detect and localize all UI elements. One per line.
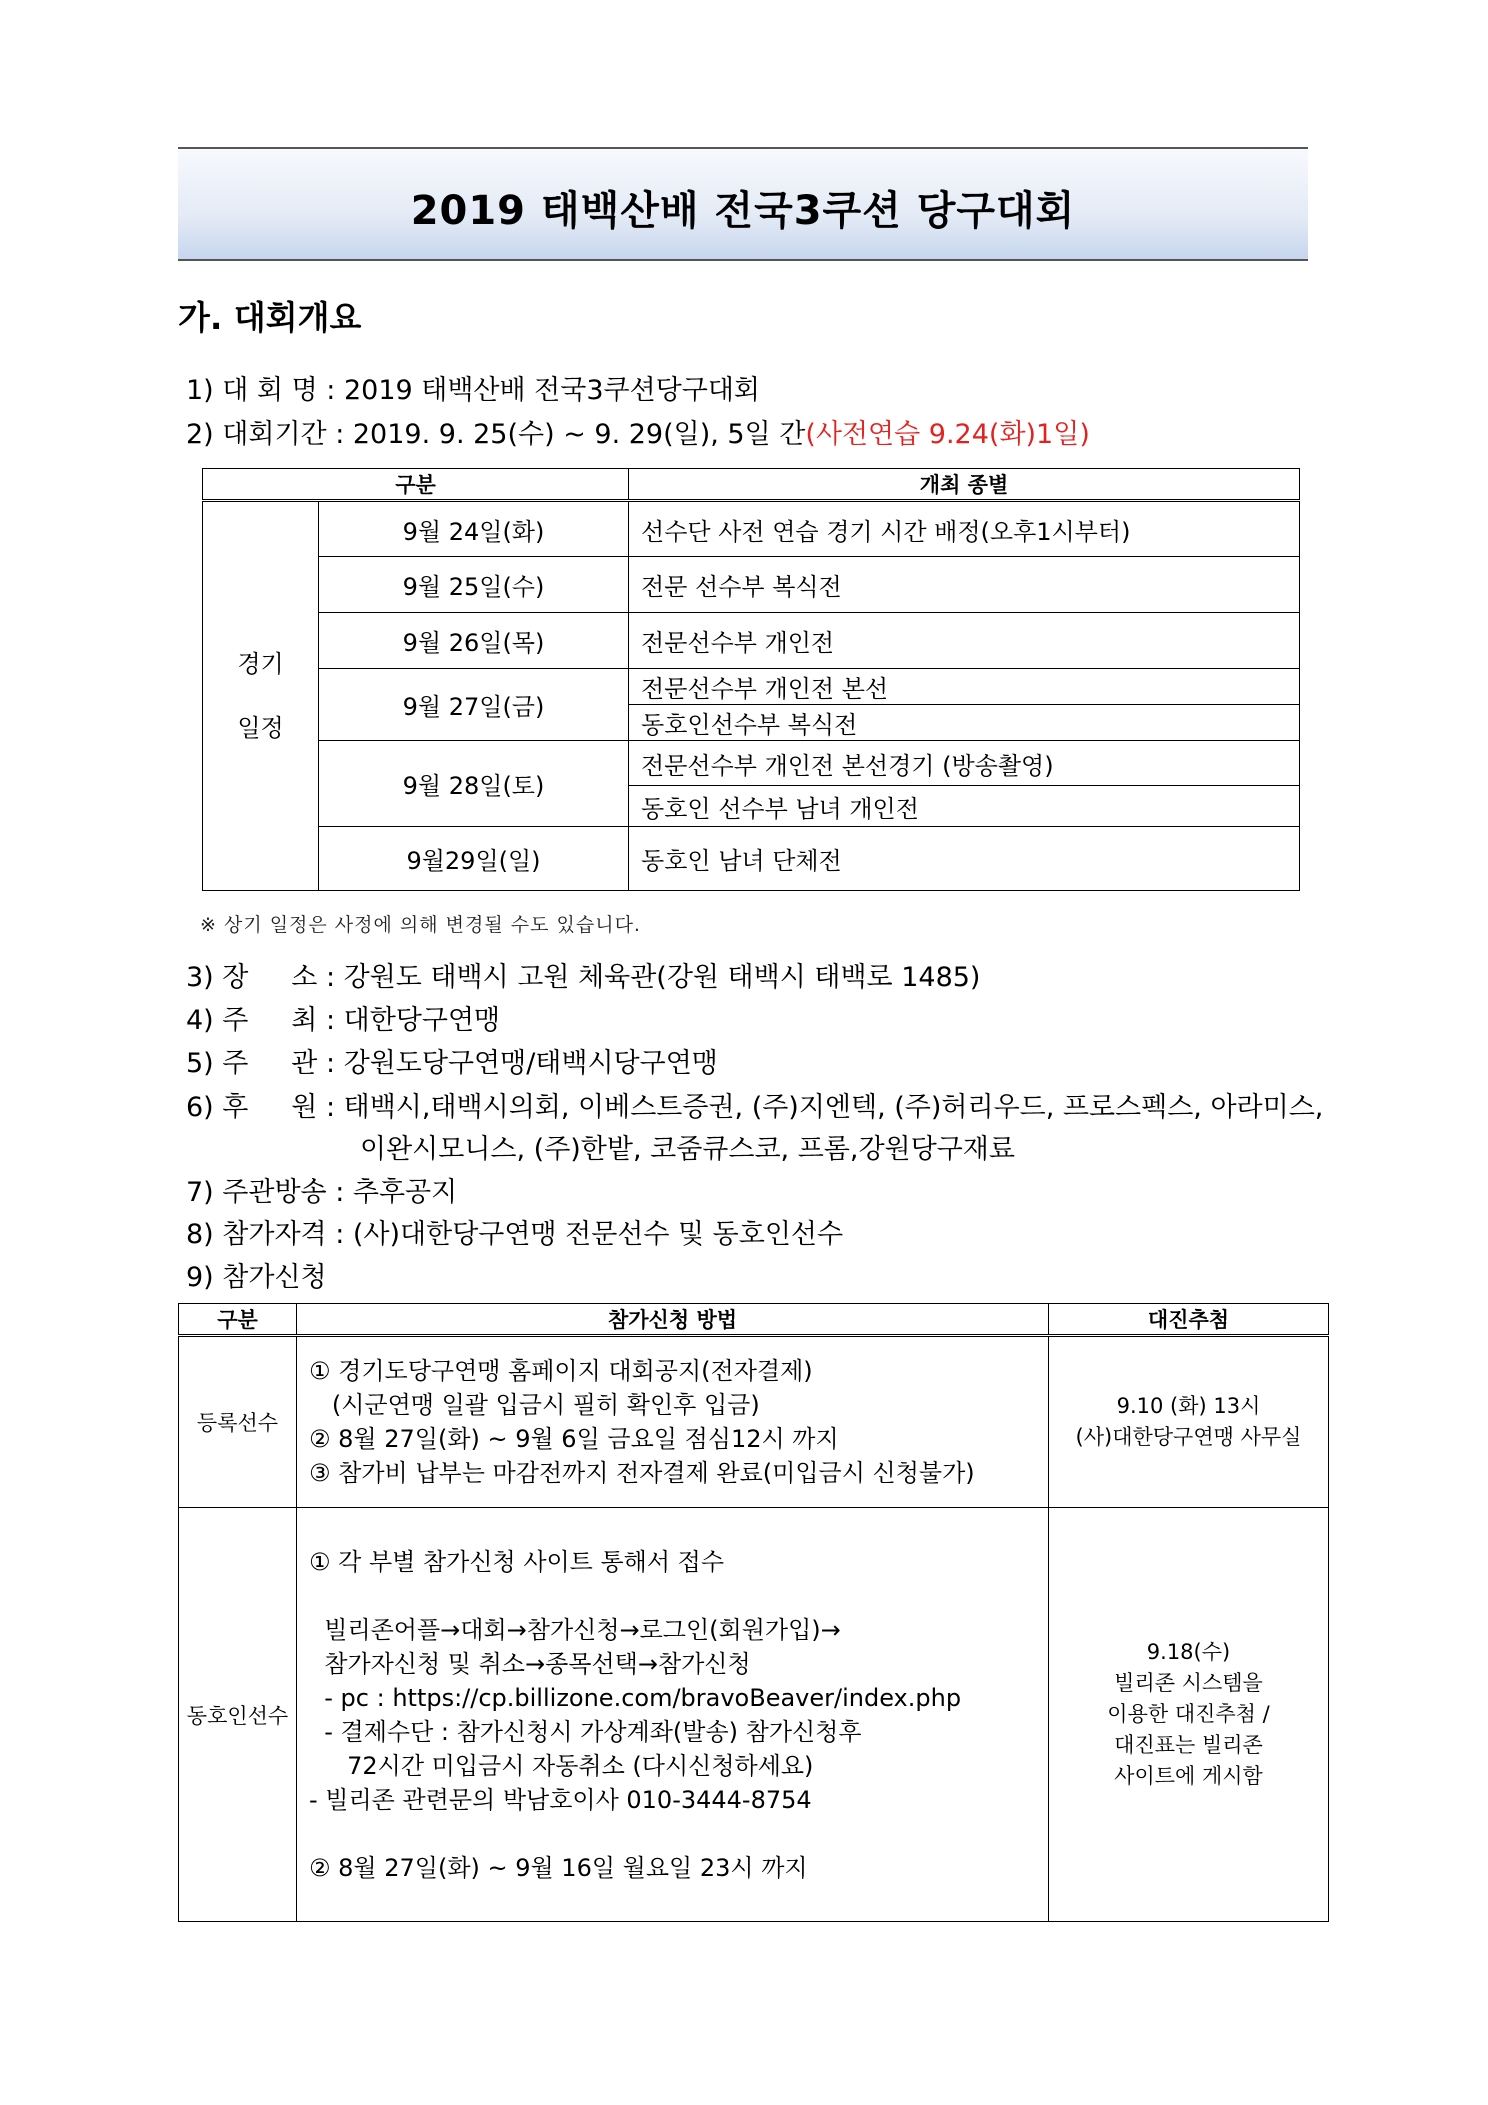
page-title: 2019 태백산배 전국3쿠션 당구대회: [410, 188, 1076, 234]
registration-header-category: 구분: [179, 1304, 297, 1336]
details-item-organizer: 5) 주 관 : 강원도당구연맹/태백시당구연맹: [186, 1048, 718, 1079]
section-heading: 가. 대회개요: [178, 298, 362, 337]
schedule-category-line: 일정: [237, 714, 284, 742]
method-line: ② 8월 27일(화) ~ 9월 6일 금요일 점심12시 까지: [309, 1425, 839, 1453]
schedule-note: ※ 상기 일정은 사정에 의해 변경될 수도 있습니다.: [200, 914, 641, 936]
registration-row: [179, 1336, 1329, 1508]
schedule-header-category: 구분: [203, 469, 629, 501]
draw-line: 이용한 대진추첨 /: [1107, 1702, 1270, 1726]
method-line: [309, 1817, 1048, 1851]
details-item-eligibility: 8) 참가자격 : (사)대한당구연맹 전문선수 및 동호인선수: [186, 1219, 844, 1250]
draw-line: 빌리존 시스템을: [1114, 1671, 1263, 1695]
details-item-broadcast: 7) 주관방송 : 추후공지: [186, 1177, 458, 1208]
method-line: 빌리존어플→대회→참가신청→로그인(회원가입)→: [309, 1615, 841, 1644]
schedule-event: 동호인 선수부 남녀 개인전: [629, 786, 1300, 827]
registration-row: [179, 1508, 1329, 1922]
registration-method: [297, 1508, 1049, 1922]
details-item-sponsors-cont: 이완시모니스, (주)한밭, 코줌큐스코, 프롬,강원당구재료: [360, 1134, 1015, 1165]
schedule-row: [203, 741, 1300, 786]
title-banner: [178, 147, 1308, 261]
schedule-row: [203, 501, 1300, 557]
method-line: (시군연맹 일괄 입금시 필히 확인후 입금): [309, 1391, 760, 1419]
registration-category: 등록선수: [179, 1336, 297, 1508]
method-line: 72시간 미입금시 자동취소 (다시신청하세요): [309, 1751, 814, 1780]
details-item-host: 4) 주 최 : 대한당구연맹: [186, 1005, 501, 1036]
schedule-row: [203, 613, 1300, 669]
details-item-registration: 9) 참가신청: [186, 1262, 327, 1293]
schedule-event: 전문선수부 개인전: [629, 613, 1300, 669]
overview-item-name: 1) 대 회 명 : 2019 태백산배 전국3쿠션당구대회: [186, 375, 761, 406]
registration-header-method: 참가신청 방법: [297, 1304, 1049, 1336]
draw-line: 9.18(수): [1146, 1640, 1231, 1664]
schedule-event: 동호인 남녀 단체전: [629, 827, 1300, 891]
schedule-event: 선수단 사전 연습 경기 시간 배정(오후1시부터): [629, 501, 1300, 557]
method-line: ② 8월 27일(화) ~ 9월 16일 월요일 23시 까지: [309, 1853, 808, 1882]
method-line: - 결제수단 : 참가신청시 가상계좌(발송) 참가신청후: [309, 1717, 862, 1746]
schedule-row: [203, 557, 1300, 613]
method-line: ① 각 부별 참가신청 사이트 통해서 접수: [309, 1547, 725, 1576]
schedule-date: 9월 25일(수): [319, 557, 629, 613]
schedule-date: 9월 26일(목): [319, 613, 629, 669]
details-item-sponsors: 6) 후 원 : 태백시,태백시의회, 이베스트증권, (주)지엔텍, (주)허리우드, 프로스펙스, 아라미스,: [186, 1092, 1324, 1123]
schedule-event: 전문선수부 개인전 본선: [629, 669, 1300, 705]
registration-table: [178, 1303, 1329, 1922]
method-line: [309, 1579, 1048, 1613]
method-line: 참가자신청 및 취소→종목선택→참가신청: [309, 1649, 751, 1678]
registration-header-draw: 대진추첨: [1049, 1304, 1329, 1336]
schedule-row: [203, 669, 1300, 705]
schedule-category-line: 경기: [237, 650, 284, 678]
schedule-header-events: 개최 종별: [629, 469, 1300, 501]
schedule-date: 9월 24일(화): [319, 501, 629, 557]
method-line: - 빌리존 관련문의 박남호이사 010-3444-8754: [309, 1785, 812, 1814]
schedule-date: 9월29일(일): [319, 827, 629, 891]
overview-item-period: [186, 412, 1090, 451]
schedule-table: [202, 468, 1300, 891]
schedule-event: 전문 선수부 복식전: [629, 557, 1300, 613]
method-line: ③ 참가비 납부는 마감전까지 전자결제 완료(미입금시 신청불가): [309, 1459, 975, 1487]
schedule-event: 동호인선수부 복식전: [629, 705, 1300, 741]
schedule-row: [203, 827, 1300, 891]
schedule-category-cell: [203, 501, 319, 891]
draw-line: (사)대한당구연맹 사무실: [1075, 1425, 1302, 1449]
registration-draw: [1049, 1336, 1329, 1508]
registration-category: 동호인선수: [179, 1508, 297, 1922]
practice-note: (사전연습 9.24(화)1일): [805, 419, 1090, 450]
draw-line: 9.10 (화) 13시: [1116, 1394, 1261, 1418]
registration-draw: [1049, 1508, 1329, 1922]
period-text: 2) 대회기간 : 2019. 9. 25(수) ~ 9. 29(일), 5일 간: [186, 419, 806, 450]
draw-line: 대진표는 빌리존: [1114, 1733, 1263, 1757]
registration-header-row: [179, 1304, 1329, 1336]
details-item-venue: 3) 장 소 : 강원도 태백시 고원 체육관(강원 태백시 태백로 1485): [186, 962, 981, 993]
registration-method: [297, 1336, 1049, 1508]
method-line: - pc : https://cp.billizone.com/bravoBeaver/index.php: [309, 1683, 962, 1712]
schedule-date: 9월 27일(금): [319, 669, 629, 741]
schedule-header-row: [203, 469, 1300, 501]
schedule-date: 9월 28일(토): [319, 741, 629, 827]
schedule-event: 전문선수부 개인전 본선경기 (방송촬영): [629, 741, 1300, 786]
method-line: ① 경기도당구연맹 홈페이지 대회공지(전자결제): [309, 1357, 813, 1385]
draw-line: 사이트에 게시함: [1114, 1764, 1263, 1788]
